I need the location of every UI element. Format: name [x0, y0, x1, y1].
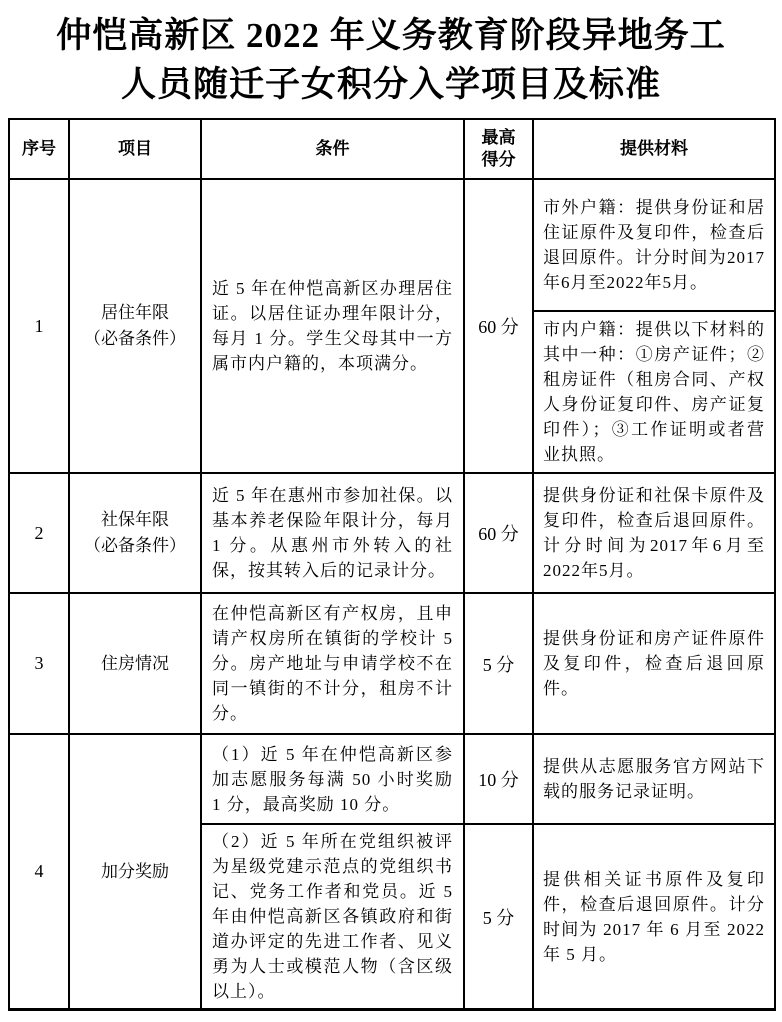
header-score-line1: 最高 — [481, 128, 516, 147]
table-row-4a — [9, 734, 775, 824]
header-cell-no: 序号 — [9, 119, 69, 179]
cell-no-1: 1 — [9, 179, 69, 473]
table-row-2 — [9, 473, 775, 593]
cell-score-1: 60 分 — [464, 179, 533, 473]
cell-no-3: 3 — [9, 593, 69, 734]
item-2-name: 社保年限 — [101, 510, 169, 529]
cell-materials-1b: 市内户籍：提供以下材料的其中一种：①房产证件；②租房证件（租房合同、产权人身份证复印件、房产证复印件）；③工作证明或者营业执照。 — [533, 311, 775, 473]
cell-score-2: 60 分 — [464, 473, 533, 593]
cell-no-2: 2 — [9, 473, 69, 593]
cell-item-1 — [69, 179, 201, 473]
cell-materials-4a: 提供从志愿服务官方网站下载的服务记录证明。 — [533, 734, 775, 824]
cell-materials-3: 提供身份证和房产证件原件及复印件，检查后退回原件。 — [533, 593, 775, 734]
header-cell-condition: 条件 — [201, 119, 464, 179]
header-cell-score — [464, 119, 533, 179]
cell-item-4: 加分奖励 — [69, 734, 201, 1010]
cell-item-2 — [69, 473, 201, 593]
header-score-line2: 得分 — [481, 150, 516, 169]
cell-materials-1a: 市外户籍：提供身份证和居住证原件及复印件，检查后退回原件。计分时间为2017年6月至2022年5月。 — [533, 179, 775, 311]
table-row-3 — [9, 593, 775, 734]
page-title-line2: 人员随迁子女积分入学项目及标准 — [120, 65, 661, 104]
page-title — [0, 0, 782, 109]
header-cell-item: 项目 — [69, 119, 201, 179]
cell-condition-2: 近 5 年在惠州市参加社保。以基本养老保险年限计分，每月 1 分。从惠州市外转入的社保，按其转入后的记录计分。 — [201, 473, 464, 593]
cell-no-4: 4 — [9, 734, 69, 1010]
table-header-row — [9, 119, 775, 179]
cell-materials-4b: 提供相关证书原件及复印件，检查后退回原件。计分时间为 2017 年 6 月至 2022 年 5 月。 — [533, 824, 775, 1010]
cell-score-4b: 5 分 — [464, 824, 533, 1010]
cell-item-3: 住房情况 — [69, 593, 201, 734]
cell-materials-2: 提供身份证和社保卡原件及复印件，检查后退回原件。计分时间为2017年6月至2022年5月。 — [533, 473, 775, 593]
header-cell-materials: 提供材料 — [533, 119, 775, 179]
points-standards-table — [8, 118, 776, 1011]
cell-condition-1: 近 5 年在仲恺高新区办理居住证。以居住证办理年限计分，每月 1 分。学生父母其中一方属市内户籍的，本项满分。 — [201, 179, 464, 473]
item-1-name: 居住年限 — [101, 303, 169, 322]
table-row-1a — [9, 179, 775, 311]
item-2-sub: （必备条件） — [84, 536, 186, 555]
item-1-sub: （必备条件） — [84, 329, 186, 348]
cell-score-4a: 10 分 — [464, 734, 533, 824]
cell-score-3: 5 分 — [464, 593, 533, 734]
cell-condition-3: 在仲恺高新区有产权房，且申请产权房所在镇街的学校计 5 分。房产地址与申请学校不在同一镇街的不计分，租房不计分。 — [201, 593, 464, 734]
cell-condition-4b: （2）近 5 年所在党组织被评为星级党建示范点的党组织书记、党务工作者和党员。近 5 年由仲恺高新区各镇政府和街道办评定的先进工作者、见义勇为人士或模范人物（含区级以上）。 — [201, 824, 464, 1010]
page-title-line1: 仲恺高新区 2022 年义务教育阶段异地务工 — [56, 16, 726, 55]
cell-condition-4a: （1）近 5 年在仲恺高新区参加志愿服务每满 50 小时奖励 1 分，最高奖励 10 分。 — [201, 734, 464, 824]
